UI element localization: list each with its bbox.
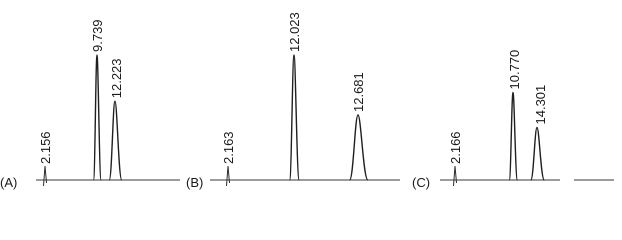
- peak-b-2: [350, 115, 368, 180]
- peak-label-c-0: 2.166: [448, 131, 463, 164]
- peak-label-b-0: 2.163: [221, 131, 236, 164]
- peak-a-2: [109, 101, 121, 180]
- peak-label-c-1: 10.770: [507, 49, 522, 90]
- peak-a-1: [93, 55, 101, 180]
- injection-peak-a: [44, 166, 47, 186]
- injection-peak-c: [454, 166, 457, 186]
- panel-label-c: (C): [412, 175, 431, 190]
- peak-label-a-0: 2.156: [38, 131, 53, 164]
- peak-label-a-2: 12.223: [109, 58, 124, 99]
- injection-peak-b: [227, 166, 230, 186]
- peak-label-b-2: 12.681: [351, 72, 366, 112]
- peak-c-1: [509, 93, 517, 181]
- peak-b-1: [290, 55, 300, 180]
- peak-label-b-1: 12.023: [287, 12, 302, 52]
- panel-label-a: (A): [0, 175, 18, 190]
- panel-label-b: (B): [186, 175, 204, 190]
- peak-label-c-2: 14.301: [533, 84, 548, 125]
- peak-label-a-1: 9.739: [90, 19, 105, 52]
- peak-c-2: [531, 128, 544, 181]
